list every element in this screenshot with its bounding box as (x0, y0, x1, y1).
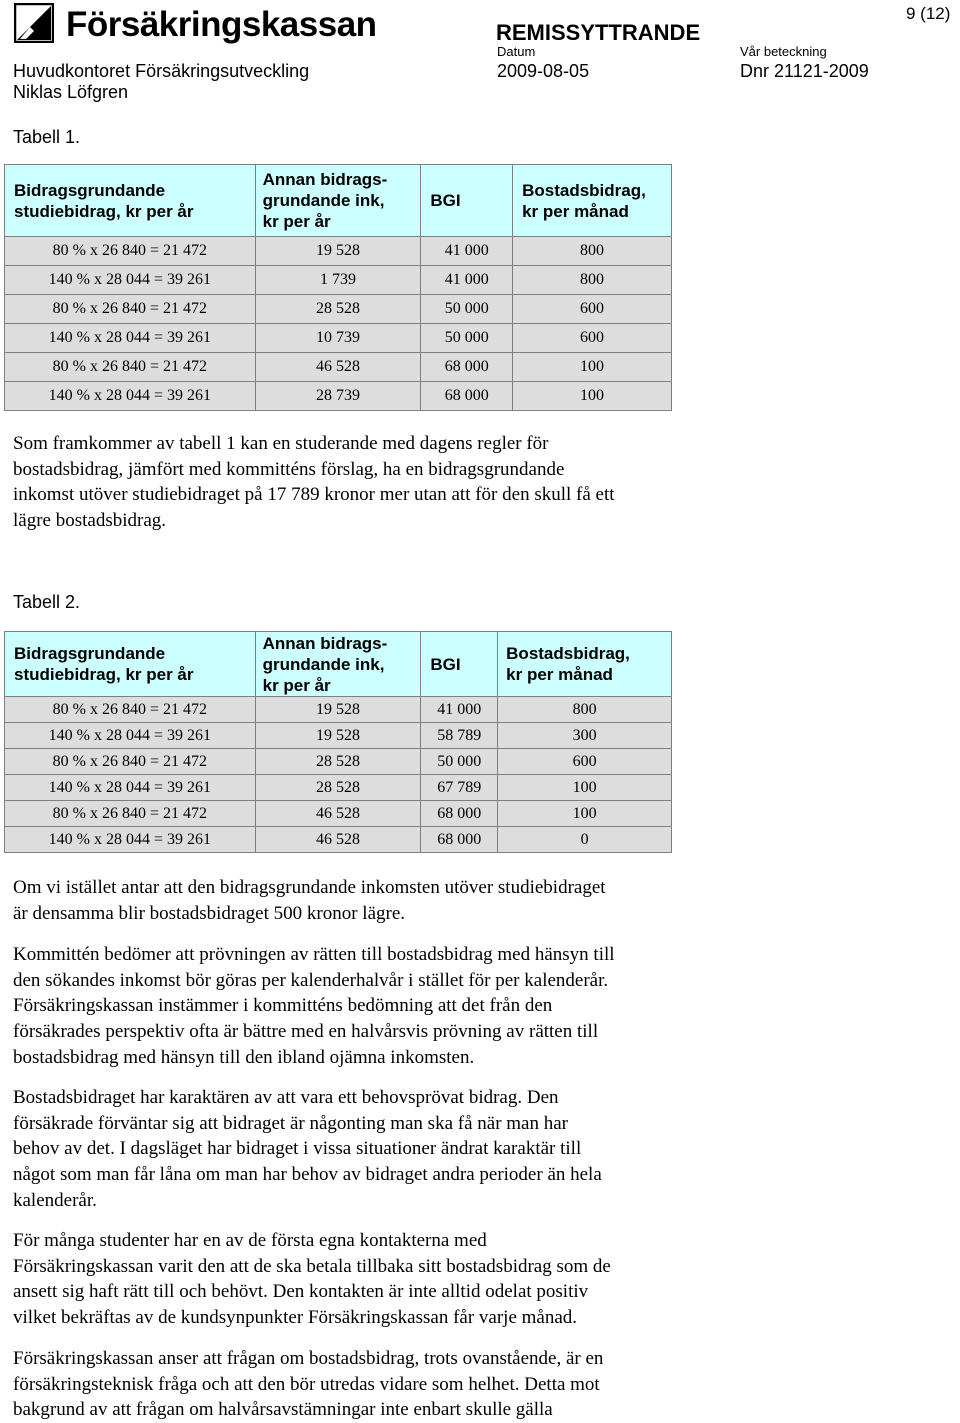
table-cell: 140 % x 28 044 = 39 261 (5, 827, 256, 853)
table1-header-annan-inkomst: Annan bidrags- grundande ink, kr per år (255, 165, 421, 237)
table2-header-bostadsbidrag: Bostadsbidrag, kr per månad (498, 632, 672, 697)
table-cell: 41 000 (421, 266, 513, 295)
table-cell: 68 000 (421, 353, 513, 382)
table-cell: 80 % x 26 840 = 21 472 (5, 749, 256, 775)
paragraph-table2-comment (13, 875, 753, 926)
text-line: bostadsbidrag med hänsyn till den ibland ojämna inkomsten. (13, 1046, 475, 1068)
text-line: inkomst utöver studiebidraget på 17 789 kronor mer utan att för den skull få ett (13, 484, 615, 506)
text-line: bostadsbidrag, jämfört med kommitténs förslag, ha en bidragsgrundande (13, 458, 565, 480)
table-cell: 100 (498, 775, 672, 801)
table-cell: 800 (513, 266, 672, 295)
table-cell: 80 % x 26 840 = 21 472 (5, 801, 256, 827)
table-cell: 800 (513, 237, 672, 266)
department: Huvudkontoret Försäkringsutveckling (13, 61, 310, 81)
table-row (5, 775, 672, 801)
table-cell: 140 % x 28 044 = 39 261 (5, 266, 256, 295)
table2-header-annan-inkomst: Annan bidrags- grundande ink, kr per år (255, 632, 421, 697)
table-cell: 80 % x 26 840 = 21 472 (5, 295, 256, 324)
table-cell: 46 528 (255, 801, 421, 827)
table-row (5, 266, 672, 295)
table-cell: 19 528 (255, 237, 421, 266)
table-cell: 68 000 (421, 801, 498, 827)
paragraph-behovsprovat (13, 1085, 753, 1214)
table2-caption: Tabell 2. (13, 592, 81, 612)
table-cell: 50 000 (421, 324, 513, 353)
text-line: Bostadsbidraget har karaktären av att vara ett behovsprövat bidrag. Den (13, 1087, 559, 1108)
page-number: 9 (12) (906, 4, 951, 23)
text-line: Kommittén bedömer att prövningen av rätten till bostadsbidrag med hänsyn till (13, 944, 615, 965)
table-cell: 300 (498, 723, 672, 749)
table-row (5, 237, 672, 266)
text-line: För många studenter har en av de första egna kontakterna med (13, 1230, 487, 1251)
table2-header-studiebidrag: Bidragsgrundande studiebidrag, kr per år (5, 632, 256, 697)
table-cell: 80 % x 26 840 = 21 472 (5, 353, 256, 382)
text-line: Försäkringskassan instämmer i kommitténs bedömning att det från den (13, 995, 553, 1017)
table-cell: 140 % x 28 044 = 39 261 (5, 324, 256, 353)
document-type: REMISSYTTRANDE (496, 20, 701, 45)
table2-header-bgi: BGI (421, 632, 498, 697)
table-cell: 28 528 (255, 775, 421, 801)
text-line: försäkrades perspektiv ofta är bättre med en halvårsvis prövning av rätten till (13, 1021, 599, 1043)
table-cell: 50 000 (421, 295, 513, 324)
table1-header-bgi: BGI (421, 165, 513, 237)
table-cell: 41 000 (421, 237, 513, 266)
text-line: Försäkringskassan anser att frågan om bostadsbidrag, trots ovanstående, är en (13, 1348, 604, 1369)
paragraph-slutsats (13, 1346, 753, 1423)
table-row (5, 801, 672, 827)
text-line: den sökandes inkomst bör göras per kalenderhalvår i stället för per kalenderår. (13, 969, 609, 991)
table-cell: 140 % x 28 044 = 39 261 (5, 723, 256, 749)
text-line: Försäkringskassan varit den att de ska betala tillbaka sitt bostadsbidrag som de (13, 1255, 611, 1277)
table2 (4, 631, 672, 853)
table-cell: 41 000 (421, 697, 498, 723)
table-cell: 0 (498, 827, 672, 853)
text-line: lägre bostadsbidrag. (13, 510, 167, 532)
table-cell: 19 528 (255, 723, 421, 749)
table-cell: 46 528 (255, 353, 421, 382)
table-cell: 19 528 (255, 697, 421, 723)
paragraph-table1-comment (13, 431, 753, 534)
table-cell: 50 000 (421, 749, 498, 775)
table-row (5, 295, 672, 324)
table-row (5, 324, 672, 353)
table-cell: 80 % x 26 840 = 21 472 (5, 697, 256, 723)
text-line: ansett sig haft rätt till och behövt. Den kontakten är inte alltid odelat positiv (13, 1281, 589, 1303)
text-line: behov av det. I dagsläget har bidraget i vissa situationer ändrat karaktär till (13, 1138, 582, 1160)
table-cell: 68 000 (421, 382, 513, 411)
text-line: försäkrade förväntar sig att bidraget är någonting man ska få när man har (13, 1112, 568, 1134)
table-cell: 28 528 (255, 295, 421, 324)
paragraph-studenter (13, 1228, 753, 1331)
table-cell: 68 000 (421, 827, 498, 853)
table1-header-bostadsbidrag: Bostadsbidrag, kr per månad (513, 165, 672, 237)
table-row (5, 697, 672, 723)
table-row (5, 353, 672, 382)
table-cell: 10 739 (255, 324, 421, 353)
table-row (5, 723, 672, 749)
reference-label: Vår beteckning (740, 44, 827, 59)
table-cell: 28 739 (255, 382, 421, 411)
table-cell: 67 789 (421, 775, 498, 801)
author: Niklas Löfgren (13, 82, 129, 102)
table-cell: 140 % x 28 044 = 39 261 (5, 775, 256, 801)
table-cell: 140 % x 28 044 = 39 261 (5, 382, 256, 411)
text-line: Som framkommer av tabell 1 kan en studerande med dagens regler för (13, 433, 549, 454)
reference-value: Dnr 21121-2009 (740, 61, 869, 81)
table-cell: 46 528 (255, 827, 421, 853)
table1-caption: Tabell 1. (13, 127, 81, 147)
table-cell: 600 (498, 749, 672, 775)
table-cell: 600 (513, 324, 672, 353)
table-cell: 28 528 (255, 749, 421, 775)
table-cell: 800 (498, 697, 672, 723)
org-name: Försäkringskassan (66, 5, 377, 44)
table-cell: 80 % x 26 840 = 21 472 (5, 237, 256, 266)
table1 (4, 164, 672, 411)
table-cell: 100 (498, 801, 672, 827)
text-line: något som man får låna om man har behov av bidraget andra perioder än hela (13, 1164, 602, 1186)
text-line: vilket bekräftas av de kundsynpunkter Försäkringskassan får varje månad. (13, 1307, 578, 1329)
text-line: är densamma blir bostadsbidraget 500 kronor lägre. (13, 902, 406, 924)
table-row (5, 749, 672, 775)
table-cell: 600 (513, 295, 672, 324)
table1-header-studiebidrag: Bidragsgrundande studiebidrag, kr per år (5, 165, 256, 237)
paragraph-kalenderhalvar (13, 942, 753, 1071)
table-cell: 100 (513, 353, 672, 382)
date-value: 2009-08-05 (497, 61, 590, 81)
table-cell: 1 739 (255, 266, 421, 295)
table-cell: 58 789 (421, 723, 498, 749)
table-cell: 100 (513, 382, 672, 411)
text-line: kalenderår. (13, 1189, 97, 1211)
text-line: bakgrund av att frågan om halvårsavstämningar inte enbart skulle gälla (13, 1399, 553, 1421)
text-line: Om vi istället antar att den bidragsgrundande inkomsten utöver studiebidraget (13, 877, 606, 898)
table-row (5, 827, 672, 853)
shield-logo-icon (14, 3, 54, 43)
table-row (5, 382, 672, 411)
date-label: Datum (497, 44, 536, 59)
text-line: försäkringsteknisk fråga och att den bör utredas vidare som helhet. Detta mot (13, 1373, 600, 1395)
